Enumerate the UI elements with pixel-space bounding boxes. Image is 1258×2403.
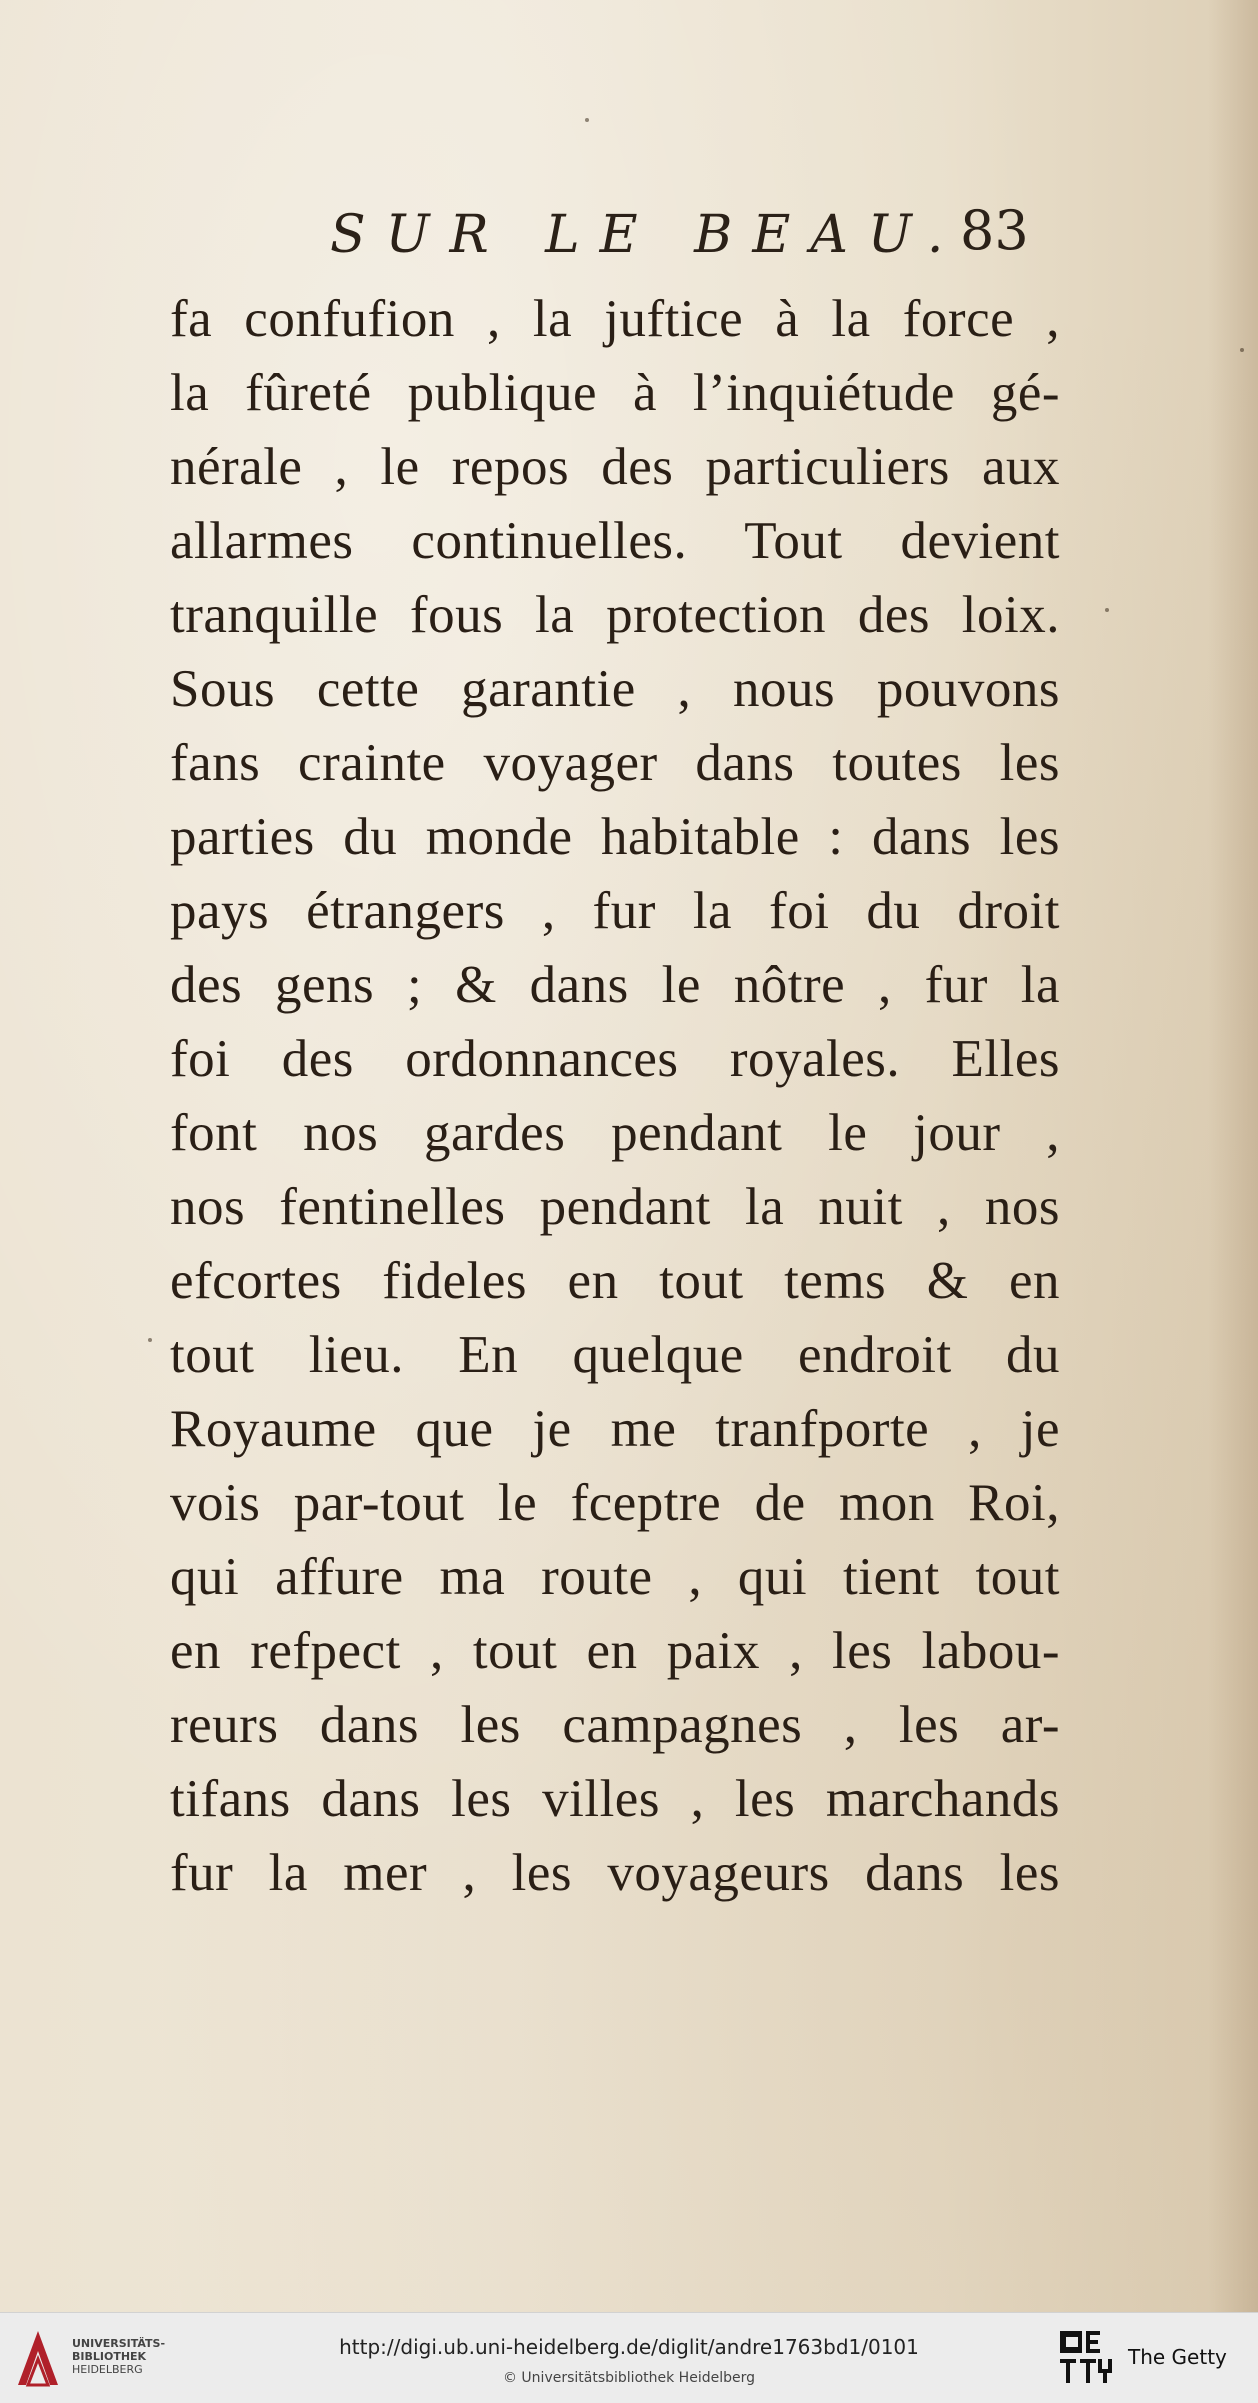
getty-logo-icon[interactable] bbox=[1058, 2327, 1114, 2389]
text-line: foi des ordonnances royales. Elles bbox=[170, 1030, 1060, 1088]
page-edge-shadow bbox=[1208, 0, 1258, 2312]
text-line: nérale , le repos des particuliers aux bbox=[170, 438, 1060, 496]
ink-speck bbox=[585, 118, 589, 122]
copyright-notice: © Universitätsbibliothek Heidelberg bbox=[502, 2370, 755, 2386]
text-line: reurs dans les campagnes , les ar- bbox=[170, 1696, 1060, 1754]
text-line: fans crainte voyager dans toutes les bbox=[170, 734, 1060, 792]
institution-line: BIBLIOTHEK bbox=[72, 2350, 147, 2363]
partner-name: The Getty bbox=[1128, 2345, 1227, 2369]
text-line: la fûreté publique à l’inquiétude gé- bbox=[170, 364, 1060, 422]
text-line: allarmes continuelles. Tout devient bbox=[170, 512, 1060, 570]
body-text bbox=[170, 282, 1060, 1910]
ink-speck bbox=[1105, 608, 1109, 612]
text-line: efcortes fideles en tout tems & en bbox=[170, 1252, 1060, 1310]
text-line: qui affure ma route , qui tient tout bbox=[170, 1548, 1060, 1606]
text-line: des gens ; & dans le nôtre , fur la bbox=[170, 956, 1060, 1014]
text-line: tout lieu. En quelque endroit du bbox=[170, 1326, 1060, 1384]
ink-speck bbox=[148, 1338, 152, 1342]
running-head: SUR LE BEAU. bbox=[330, 205, 964, 265]
text-line: font nos gardes pendant le jour , bbox=[170, 1104, 1060, 1162]
institution-line: UNIVERSITÄTS- bbox=[72, 2337, 166, 2350]
text-line: Royaume que je me tranfporte , je bbox=[170, 1400, 1060, 1458]
text-line: fa confufion , la juftice à la force , bbox=[170, 290, 1060, 348]
text-line: Sous cette garantie , nous pouvons bbox=[170, 660, 1060, 718]
text-line: vois par-tout le fceptre de mon Roi, bbox=[170, 1474, 1060, 1532]
page-number: 83 bbox=[960, 199, 1029, 262]
institution-line: HEIDELBERG bbox=[72, 2363, 143, 2376]
text-line: en refpect , tout en paix , les labou- bbox=[170, 1622, 1060, 1680]
text-line: tifans dans les villes , les marchands bbox=[170, 1770, 1060, 1828]
text-line: pays étrangers , fur la foi du droit bbox=[170, 882, 1060, 940]
ink-speck bbox=[1240, 348, 1244, 352]
permalink-url[interactable]: http://digi.ub.uni-heidelberg.de/diglit/andre1763bd1/0101 bbox=[339, 2335, 919, 2359]
text-line: parties du monde habitable : dans les bbox=[170, 808, 1060, 866]
text-line: nos fentinelles pendant la nuit , nos bbox=[170, 1178, 1060, 1236]
page-header bbox=[330, 199, 1050, 275]
text-line: tranquille fous la protection des loix. bbox=[170, 586, 1060, 644]
viewer-footer bbox=[0, 2312, 1258, 2403]
text-line: fur la mer , les voyageurs dans les bbox=[170, 1844, 1060, 1902]
